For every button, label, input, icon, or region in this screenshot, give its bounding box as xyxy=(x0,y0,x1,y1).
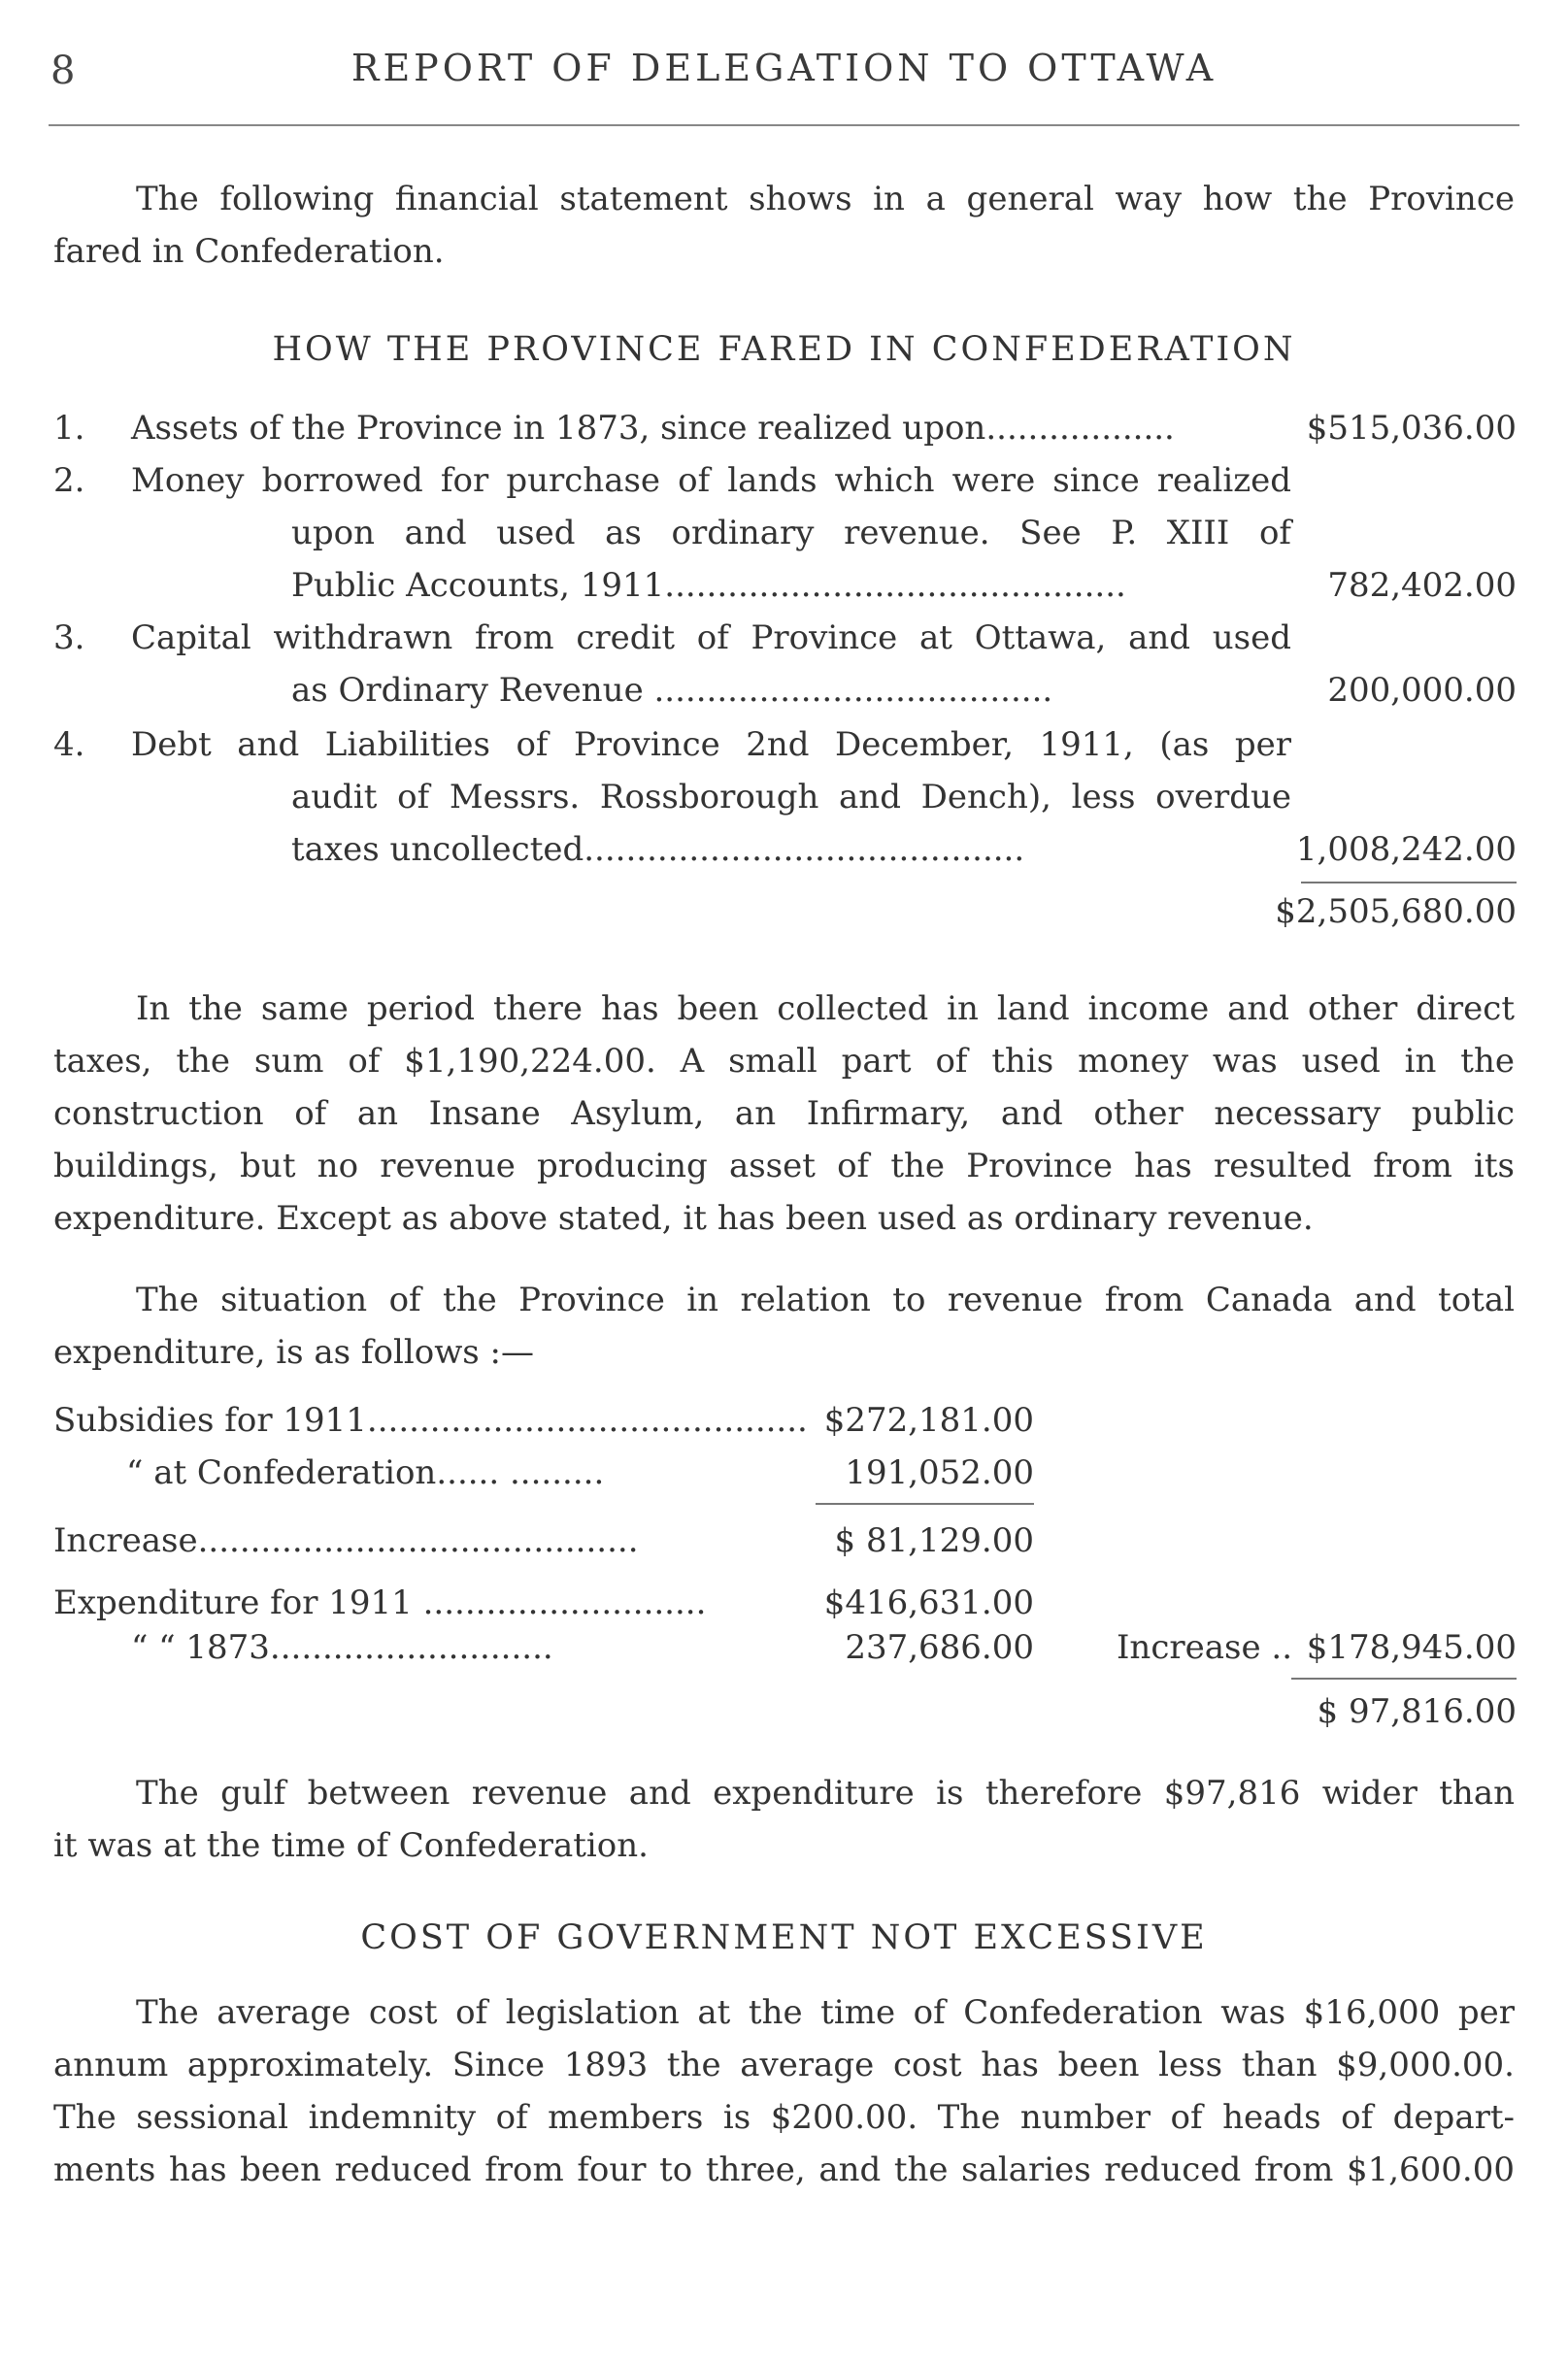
subsidies-rule xyxy=(816,1503,1034,1505)
para2-line-5: expenditure. Except as above stated, it has been used as ordinary revenue. xyxy=(53,1199,1314,1238)
intro-line-1: The following financial statement shows in a general way how the Province xyxy=(136,180,1515,218)
item-3-text-line-1: Capital withdrawn from credit of Province at Ottawa, and used xyxy=(131,618,1291,657)
page-number: 8 xyxy=(50,49,76,93)
subsidies-confederation-value: 191,052.00 xyxy=(845,1453,1034,1492)
expenditure-increase-value: $178,945.00 xyxy=(1306,1628,1517,1667)
item-2-number: 2. xyxy=(53,461,85,500)
running-title: REPORT OF DELEGATION TO OTTAWA xyxy=(350,47,1218,89)
item-3-number: 3. xyxy=(53,618,85,657)
section2-line-4: ments has been reduced from four to three, and the salaries reduced from $1,600.00 xyxy=(53,2150,1515,2189)
item-4-amount: 1,008,242.00 xyxy=(1295,830,1517,869)
expenditure-1911-label: Expenditure for 1911 ........................... xyxy=(53,1583,707,1622)
header-rule xyxy=(49,124,1519,126)
para2-line-2: taxes, the sum of $1,190,224.00. A small part of this money was used in the xyxy=(53,1042,1515,1081)
subsidies-1911-label: Subsidies for 1911.......................................... xyxy=(53,1401,808,1440)
section2-line-2: annum approximately. Since 1893 the average cost has been less than $9,000.00. xyxy=(53,2046,1515,2084)
item-4-number: 4. xyxy=(53,725,85,764)
item-3-amount: 200,000.00 xyxy=(1327,671,1517,710)
para4-line-1: The gulf between revenue and expenditure is therefore $97,816 wider than xyxy=(136,1774,1515,1813)
subsidies-confederation-label: “ at Confederation...... ......... xyxy=(126,1453,605,1492)
section2-line-3: The sessional indemnity of members is $200.00. The number of heads of depart- xyxy=(53,2098,1515,2137)
para4-line-2: it was at the time of Confederation. xyxy=(53,1826,649,1865)
para2-line-3: construction of an Insane Asylum, an Infirmary, and other necessary public xyxy=(53,1094,1515,1133)
item-4-text-line-1: Debt and Liabilities of Province 2nd December, 1911, (as per xyxy=(131,725,1291,764)
gulf-value: $ 97,816.00 xyxy=(1317,1692,1517,1731)
item-4-text-line-3: taxes uncollected.......................................... xyxy=(291,830,1025,869)
subsidies-1911-value: $272,181.00 xyxy=(823,1401,1034,1440)
expenditure-1873-value: 237,686.00 xyxy=(845,1628,1034,1667)
para2-line-4: buildings, but no revenue producing asset of the Province has resulted from its xyxy=(53,1147,1515,1185)
item-2-amount: 782,402.00 xyxy=(1327,566,1517,605)
para3-line-1: The situation of the Province in relation to revenue from Canada and total xyxy=(136,1281,1515,1319)
gulf-rule xyxy=(1291,1678,1517,1680)
section-heading-cost: COST OF GOVERNMENT NOT EXCESSIVE xyxy=(360,1918,1208,1957)
expenditure-1911-value: $416,631.00 xyxy=(823,1583,1034,1622)
item-2-text-line-2: upon and used as ordinary revenue. See P. XIII of xyxy=(291,514,1291,552)
item-2-text-line-1: Money borrowed for purchase of lands which were since realized xyxy=(131,461,1291,500)
section1-total: $2,505,680.00 xyxy=(1275,892,1517,931)
item-1-number: 1. xyxy=(53,409,85,448)
item-4-text-line-2: audit of Messrs. Rossborough and Dench), less overdue xyxy=(291,778,1291,816)
total-rule xyxy=(1301,882,1517,883)
intro-line-2: fared in Confederation. xyxy=(53,232,445,271)
item-2-text-line-3: Public Accounts, 1911............................................ xyxy=(291,566,1126,605)
para2-line-1: In the same period there has been collected in land income and other direct xyxy=(136,989,1515,1028)
item-1-amount: $515,036.00 xyxy=(1306,409,1517,448)
increase-value: $ 81,129.00 xyxy=(834,1521,1034,1560)
section2-line-1: The average cost of legislation at the time of Confederation was $16,000 per xyxy=(136,1993,1515,2032)
item-3-text-line-2: as Ordinary Revenue ...................................... xyxy=(291,671,1053,710)
expenditure-increase-label: Increase .. xyxy=(1117,1628,1293,1667)
increase-label: Increase.......................................... xyxy=(53,1521,639,1560)
para3-line-2: expenditure, is as follows :— xyxy=(53,1333,535,1372)
section-heading-confederation: HOW THE PROVINCE FARED IN CONFEDERATION xyxy=(272,330,1296,369)
expenditure-1873-label: “ “ 1873........................... xyxy=(131,1628,553,1667)
item-1-text: Assets of the Province in 1873, since realized upon.................. xyxy=(131,409,1175,448)
